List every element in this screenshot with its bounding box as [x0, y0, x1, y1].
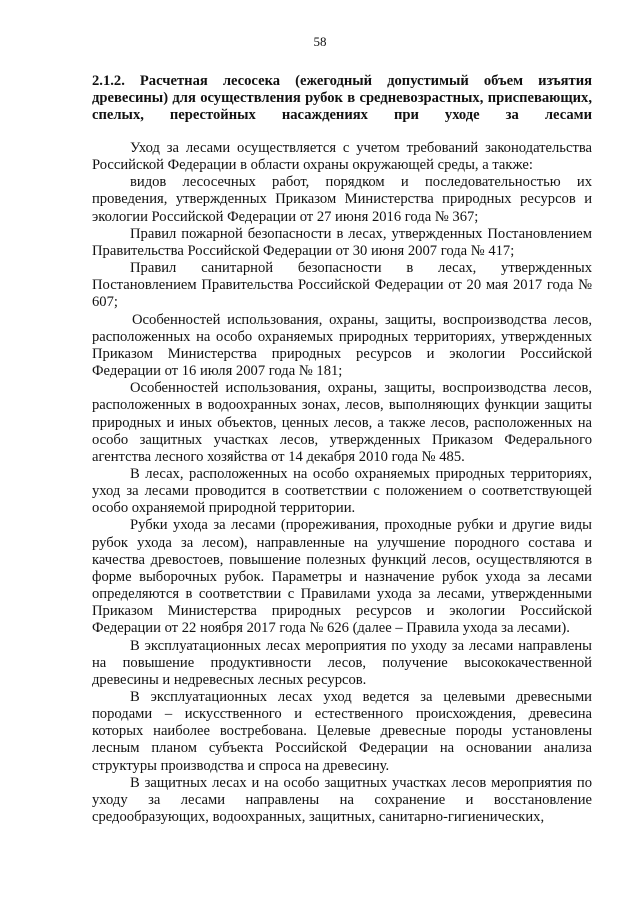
paragraph: Особенностей использования, охраны, защиты, воспроизводства лесов, расположенных на особо охраняемых природных территориях, утвержденных Приказом Министерства природных ресурсов и экологии Российской Федерации от 16 июля 2007 года № 181; — [92, 311, 592, 380]
paragraph: Правил санитарной безопасности в лесах, утвержденных Постановлением Правительства Российской Федерации от 20 мая 2017 года № 607; — [92, 260, 592, 311]
paragraph: Уход за лесами осуществляется с учетом требований законодательства Российской Федерации в области охраны окружающей среды, а также: — [92, 140, 592, 174]
paragraph: Особенностей использования, охраны, защиты, воспроизводства лесов, расположенных в водоохранных зонах, лесов, выполняющих функции защиты природных и иных объектов, ценных лесов, а также лесов, расположенных на особо защитных участках лесов, утвержденных Приказом Федерального агентства лесного хозяйства от 14 декабря 2010 года № 485. — [92, 380, 592, 465]
paragraph: В эксплуатационных лесах мероприятия по уходу за лесами направлены на повышение продуктивности лесов, получение высококачественной древесины и недревесных лесных ресурсов. — [92, 637, 592, 688]
page-number: 58 — [313, 34, 327, 49]
paragraph: В защитных лесах и на особо защитных участках лесов мероприятия по уходу за лесами направлены на сохранение и восстановление средообразующих, водоохранных, защитных, санитарно-гигиенических, — [92, 774, 592, 826]
paragraph: Правил пожарной безопасности в лесах, утвержденных Постановлением Правительства Российской Федерации от 30 июня 2007 года № 417; — [92, 225, 592, 259]
paragraph: В эксплуатационных лесах уход ведется за целевыми древесными породами – искусственного и естественного происхождения, древесина которых наиболее востребована. Целевые древесные породы установлены лесным планом субъекта Российской Федерации на основании анализа структуры производства и спроса на древесину. — [92, 689, 592, 774]
paragraph: В лесах, расположенных на особо охраняемых природных территориях, уход за лесами проводится в соответствии с положением о соответствующей особо охраняемой природной территории. — [92, 465, 592, 517]
paragraph: Рубки ухода за лесами (прореживания, проходные рубки и другие виды рубок ухода за лесом), направленные на улучшение породного состава и качества древостоев, повышение полезных функций лесов, осуществляются в форме выборочных рубок. Параметры и назначение рубок ухода за лесами определяются в соответствии с Правилами ухода за лесами, утвержденными Приказом Министерства природных ресурсов и экологии Российской Федерации от 22 ноября 2017 года № 626 (далее – Правила ухода за лесами). — [92, 517, 592, 637]
section-heading: 2.1.2. Расчетная лесосека (ежегодный допустимый объем изъятия древесины) для осуществления рубок в средневозрастных, приспевающих, спелых, перестойных насаждениях при уходе за лесами — [92, 73, 592, 124]
paragraph: видов лесосечных работ, порядком и последовательностью их проведения, утвержденных Приказом Министерства природных ресурсов и экологии Российской Федерации от 27 июня 2016 года № 367; — [92, 174, 592, 225]
body-text — [92, 140, 592, 826]
